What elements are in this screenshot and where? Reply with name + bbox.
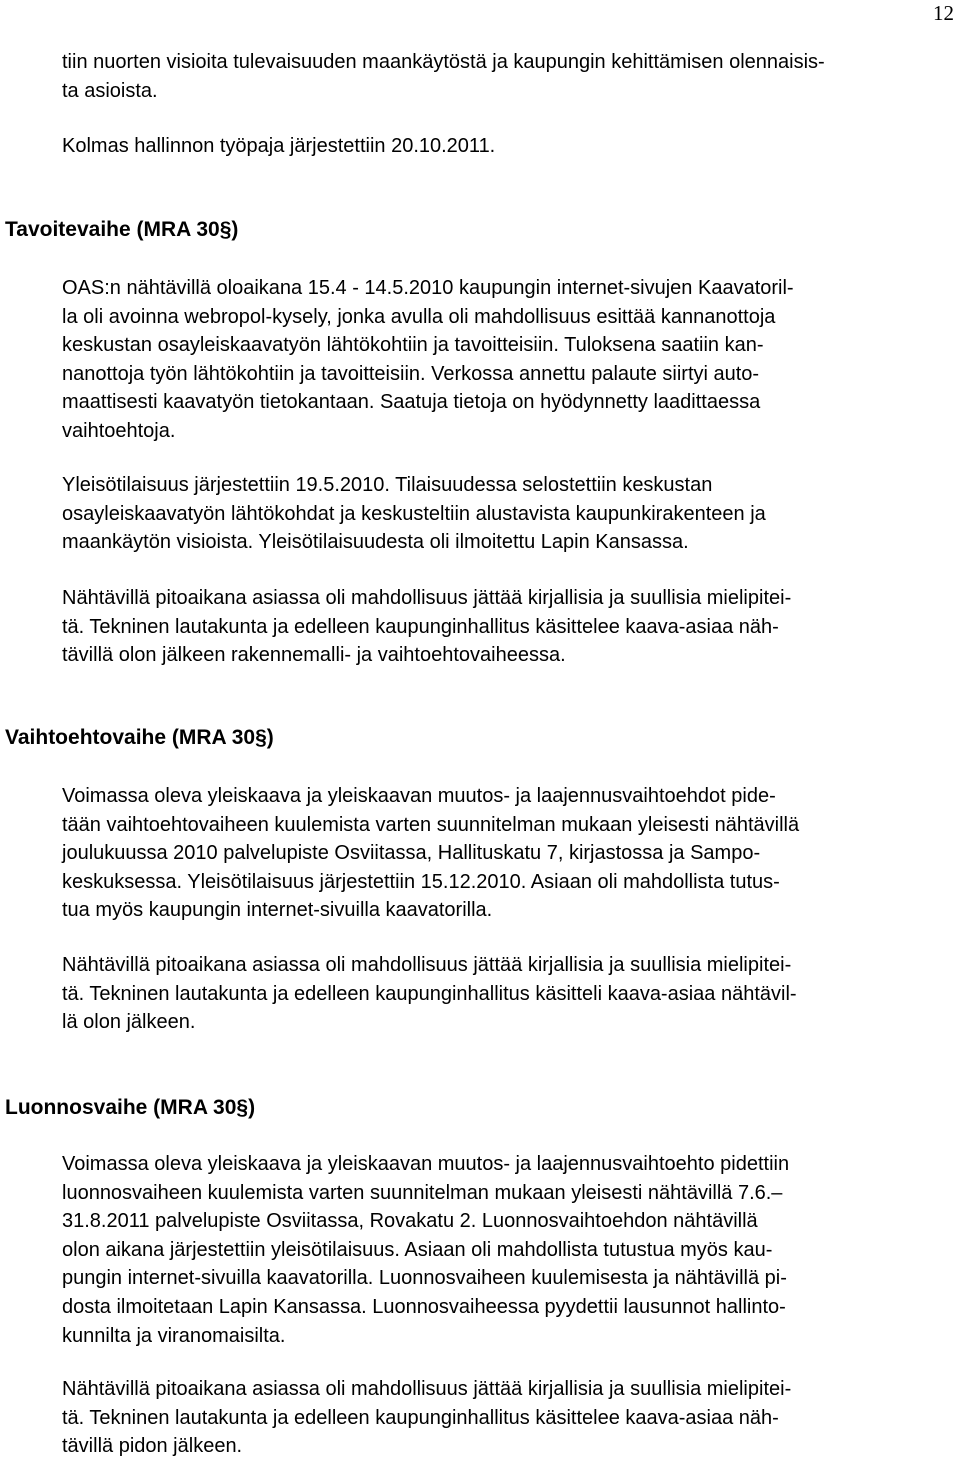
heading-luonnosvaihe: Luonnosvaihe (MRA 30§) bbox=[5, 1096, 256, 1119]
paragraph-draft-display bbox=[62, 1150, 954, 1350]
paragraph-opinions-rakennemalli bbox=[62, 584, 954, 670]
text-line: tä. Tekninen lautakunta ja edelleen kaupunginhallitus käsitteli kaava-asiaa nähtävil- bbox=[62, 982, 797, 1005]
text-line: pungin internet-sivuilla kaavatorilla. Luonnosvaiheen kuulemisesta ja nähtävillä pi- bbox=[62, 1267, 787, 1290]
text-line: keskustan osayleiskaavatyön lähtökohtiin ja tavoitteisiin. Tuloksena saatiin kan- bbox=[62, 334, 764, 357]
text-line: OAS:n nähtävillä oloaikana 15.4 - 14.5.2010 kaupungin internet-sivujen Kaavatoril- bbox=[62, 277, 794, 299]
text-line: osayleiskaavatyön lähtökohdat ja keskusteltiin alustavista kaupunkirakenteen ja bbox=[62, 502, 766, 525]
page-number: 12 bbox=[933, 1, 954, 25]
paragraph-public-event-2010-05 bbox=[62, 471, 954, 557]
text-line: Yleisötilaisuus järjestettiin 19.5.2010. Tilaisuudessa selostettiin keskustan bbox=[62, 474, 713, 496]
text-line: tä. Tekninen lautakunta ja edelleen kaupunginhallitus käsittelee kaava-asiaa näh- bbox=[62, 1406, 779, 1429]
text-line: tua myös kaupungin internet-sivuilla kaavatorilla. bbox=[62, 899, 493, 922]
heading-vaihtoehtovaihe: Vaihtoehtovaihe (MRA 30§) bbox=[5, 726, 274, 749]
text-line: Nähtävillä pitoaikana asiassa oli mahdollisuus jättää kirjallisia ja suullisia mielipitei- bbox=[62, 1378, 792, 1400]
text-line: luonnosvaiheen kuulemista varten suunnitelman mukaan yleisesti nähtävillä 7.6.– bbox=[62, 1181, 783, 1204]
text-line: tävillä pidon jälkeen. bbox=[62, 1435, 243, 1458]
text-line: tiin nuorten visioita tulevaisuuden maankäytöstä ja kaupungin kehittämisen olennaisis- bbox=[62, 51, 825, 73]
paragraph-opinions-alternatives bbox=[62, 951, 954, 1037]
text-line: Voimassa oleva yleiskaava ja yleiskaavan muutos- ja laajennusvaihtoehto pidettiin bbox=[62, 1153, 790, 1175]
text-line: olon aikana järjestettiin yleisötilaisuus. Asiaan oli mahdollista tutustua myös kau- bbox=[62, 1238, 773, 1261]
text-line: tävillä olon jälkeen rakennemalli- ja vaihtoehtovaiheessa. bbox=[62, 644, 566, 667]
text-line: tään vaihtoehtovaiheen kuulemista varten suunnitelman mukaan yleisesti nähtävillä bbox=[62, 813, 800, 836]
paragraph-webropol-survey bbox=[62, 274, 954, 446]
text-line: Nähtävillä pitoaikana asiassa oli mahdollisuus jättää kirjallisia ja suullisia mielipitei- bbox=[62, 587, 792, 609]
text-line: joulukuussa 2010 palvelupiste Osviitassa, Hallituskatu 7, kirjastossa ja Sampo- bbox=[62, 842, 761, 865]
text-line: vaihtoehtoja. bbox=[62, 419, 176, 442]
text-line: la oli avoinna webropol-kysely, jonka avulla oli mahdollisuus esittää kannanottoja bbox=[62, 305, 776, 328]
text-line: dosta ilmoitetaan Lapin Kansassa. Luonnosvaiheessa pyydettii lausunnot hallinto- bbox=[62, 1295, 786, 1318]
text-line: lä olon jälkeen. bbox=[62, 1011, 196, 1034]
text-line: tä. Tekninen lautakunta ja edelleen kaupunginhallitus käsittelee kaava-asiaa näh- bbox=[62, 615, 779, 638]
text-line: keskuksessa. Yleisötilaisuus järjestettiin 15.12.2010. Asiaan oli mahdollista tutus- bbox=[62, 870, 780, 893]
text-line: ta asioista. bbox=[62, 79, 158, 102]
text-line: maattisesti kaavatyön tietokantaan. Saatuja tietoja on hyödynnetty laadittaessa bbox=[62, 391, 761, 414]
text-line: maankäytön visioista. Yleisötilaisuudesta oli ilmoitettu Lapin Kansassa. bbox=[62, 531, 689, 554]
text-line: Voimassa oleva yleiskaava ja yleiskaavan muutos- ja laajennusvaihtoehdot pide- bbox=[62, 785, 776, 807]
text-line: nanottoja työn lähtökohtiin ja tavoitteisiin. Verkossa annettu palaute siirtyi auto- bbox=[62, 362, 760, 385]
paragraph-youth-visions bbox=[62, 48, 954, 105]
paragraph-opinions-draft bbox=[62, 1375, 954, 1461]
paragraph-third-workshop bbox=[62, 132, 954, 161]
text-line: kunnilta ja viranomaisilta. bbox=[62, 1324, 286, 1347]
text-line: Nähtävillä pitoaikana asiassa oli mahdollisuus jättää kirjallisia ja suullisia mielipitei- bbox=[62, 954, 792, 976]
paragraph-alternatives-display bbox=[62, 782, 954, 925]
heading-tavoitevaihe: Tavoitevaihe (MRA 30§) bbox=[5, 218, 239, 241]
text-line: Kolmas hallinnon työpaja järjestettiin 20.10.2011. bbox=[62, 135, 496, 157]
text-line: 31.8.2011 palvelupiste Osviitassa, Rovakatu 2. Luonnosvaihtoehdon nähtävillä bbox=[62, 1210, 758, 1233]
